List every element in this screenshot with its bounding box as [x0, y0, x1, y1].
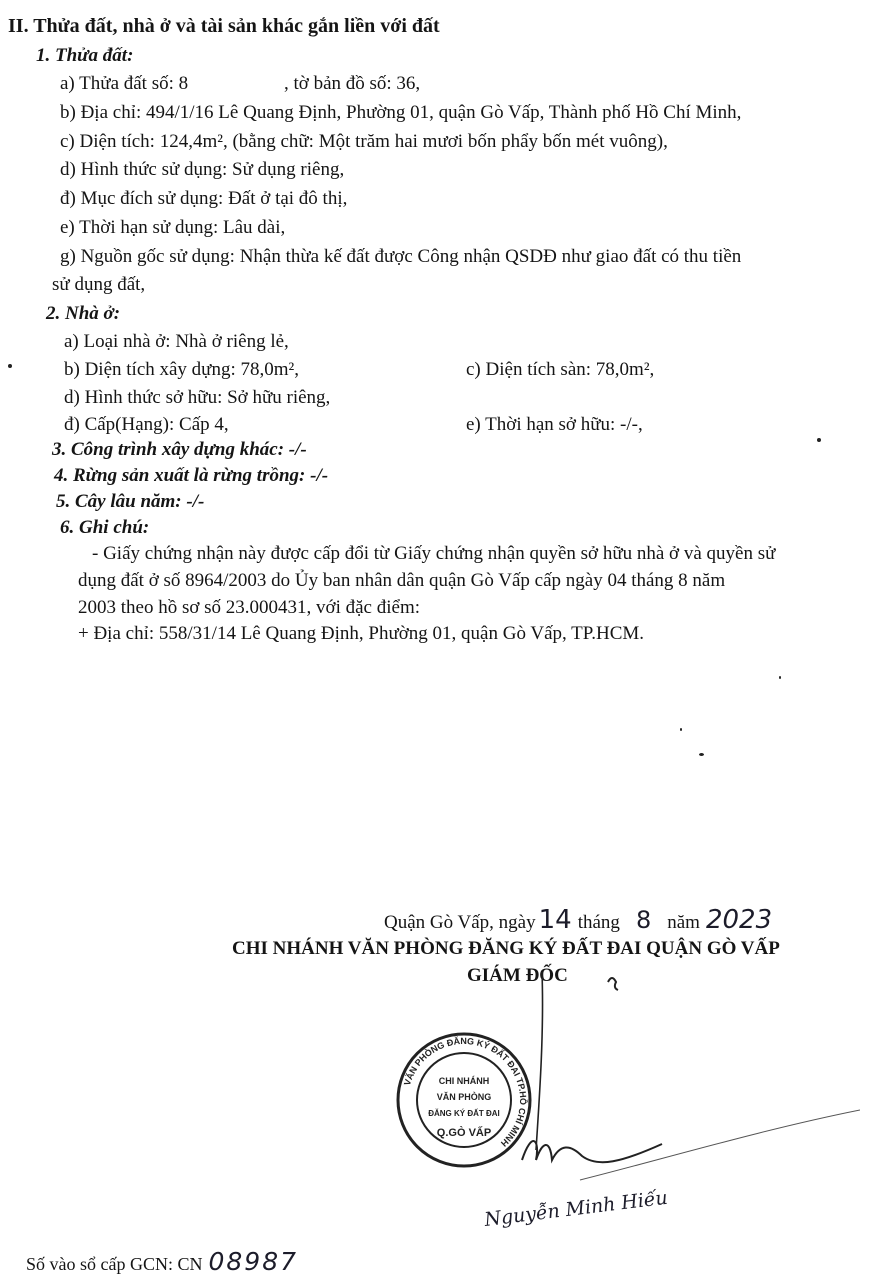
notes-line1: - Giấy chứng nhận này được cấp đổi từ Giấy chứng nhận quyền sở hữu nhà ở và quyền sử — [92, 543, 776, 564]
month-label: tháng — [577, 912, 620, 933]
land-origin-line1: g) Nguồn gốc sử dụng: Nhận thừa kế đất được Công nhận QSDĐ như giao đất có thu tiền — [60, 246, 742, 267]
scan-speck — [779, 676, 781, 679]
house-type: a) Loại nhà ở: Nhà ở riêng lẻ, — [64, 331, 289, 352]
date-line — [384, 905, 773, 935]
registry-number: 08987 — [208, 1247, 299, 1276]
stamp-line4: Q.GÒ VẤP — [436, 1127, 492, 1139]
house-ownership-term: e) Thời hạn sở hữu: -/-, — [466, 414, 643, 435]
signature-mark — [500, 970, 860, 1230]
registry-label: Số vào sổ cấp GCN: CN — [26, 1254, 203, 1274]
registry-line — [26, 1247, 299, 1276]
date-year: 2023 — [705, 905, 773, 935]
house-grade: đ) Cấp(Hạng): Cấp 4, — [64, 414, 229, 435]
parcel-number: a) Thửa đất số: 8 — [60, 73, 189, 94]
scan-speck — [8, 364, 12, 368]
other-construction: 3. Công trình xây dựng khác: -/- — [52, 439, 307, 460]
land-address: b) Địa chỉ: 494/1/16 Lê Quang Định, Phường 01, quận Gò Vấp, Thành phố Hồ Chí Minh, — [60, 102, 742, 123]
section-title: II. Thửa đất, nhà ở và tài sản khác gắn liền với đất — [8, 15, 440, 37]
signer-title: GIÁM ĐỐC — [467, 965, 568, 986]
year-label: năm — [667, 912, 700, 933]
notes-line3: 2003 theo hồ sơ số 23.000431, với đặc điểm: — [78, 597, 421, 618]
scan-speck — [817, 438, 821, 442]
scan-speck — [680, 728, 682, 731]
forest: 4. Rừng sản xuất là rừng trồng: -/- — [54, 465, 329, 486]
perennial-trees: 5. Cây lâu năm: -/- — [56, 491, 205, 512]
house-heading: 2. Nhà ở: — [46, 303, 121, 324]
land-use-term: e) Thời hạn sử dụng: Lâu dài, — [60, 217, 286, 238]
notes-line4: + Địa chỉ: 558/31/14 Lê Quang Định, Phường 01, quận Gò Vấp, TP.HCM. — [78, 623, 645, 644]
house-ownership-form: d) Hình thức sở hữu: Sở hữu riêng, — [64, 387, 331, 408]
land-origin-line2: sử dụng đất, — [52, 274, 146, 295]
issuing-office: CHI NHÁNH VĂN PHÒNG ĐĂNG KÝ ĐẤT ĐAI QUẬN GÒ VẤP — [232, 938, 780, 959]
date-month: 8 — [635, 906, 652, 934]
stamp-line1: CHI NHÁNH — [438, 1076, 490, 1086]
stamp-ring-text: VĂN PHÒNG ĐĂNG KÝ ĐẤT ĐAI TP.HỒ CHÍ MINH — [402, 1035, 529, 1149]
date-day: 14 — [538, 905, 572, 935]
land-area: c) Diện tích: 124,4m², (bằng chữ: Một trăm hai mươi bốn phẩy bốn mét vuông), — [60, 131, 668, 152]
map-sheet-number: , tờ bản đồ số: 36, — [284, 73, 421, 94]
notes-line2: dụng đất ở số 8964/2003 do Ủy ban nhân dân quận Gò Vấp cấp ngày 04 tháng 8 năm — [78, 570, 726, 591]
land-use-form: d) Hình thức sử dụng: Sử dụng riêng, — [60, 159, 345, 180]
signer-name: Nguyễn Minh Hiếu — [483, 1186, 669, 1232]
notes-heading: 6. Ghi chú: — [60, 517, 150, 538]
scan-speck — [699, 753, 704, 756]
stamp-line3: ĐĂNG KÝ ĐẤT ĐAI — [428, 1109, 500, 1118]
land-heading: 1. Thửa đất: — [36, 45, 134, 66]
stamp-line2: VĂN PHÒNG — [436, 1092, 492, 1102]
land-use-purpose: đ) Mục đích sử dụng: Đất ở tại đô thị, — [60, 188, 348, 209]
house-floor-area: c) Diện tích sàn: 78,0m², — [466, 359, 655, 380]
place-date-prefix: Quận Gò Vấp, ngày — [384, 912, 536, 933]
house-build-area: b) Diện tích xây dựng: 78,0m², — [64, 359, 299, 380]
